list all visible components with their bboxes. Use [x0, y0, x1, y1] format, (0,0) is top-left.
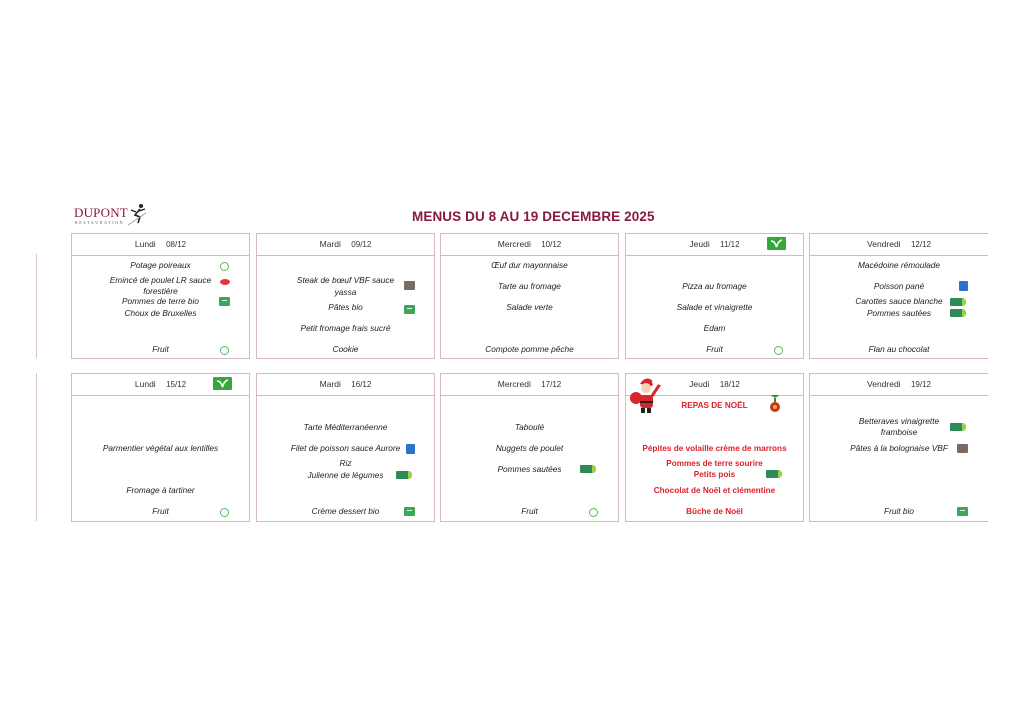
menu-item: Steak de bœuf VBF sauce: [296, 275, 395, 285]
menu-item: Crème dessert bio: [311, 506, 380, 516]
day-date: 15/12: [166, 380, 187, 389]
day-card-lundi-15-12: [71, 373, 250, 522]
menu-item: Edam: [703, 323, 726, 333]
menu-item: Poisson pané: [873, 281, 925, 291]
seasonal-icon: [220, 262, 229, 271]
day-card-jeudi-11-12: [625, 233, 804, 359]
christmas-ornament-icon: [769, 394, 781, 414]
menu-item: Bûche de Noël: [686, 507, 743, 516]
day-name: Mercredi: [497, 239, 531, 249]
day-header: [810, 234, 988, 256]
bio-icon: [404, 305, 415, 314]
day-name: Jeudi: [689, 239, 710, 249]
menu-item: Fruit: [152, 344, 169, 354]
menu-item: Nuggets de poulet: [495, 443, 564, 453]
menu-item: Macédoine rémoulade: [857, 260, 941, 270]
menu-item: Fruit: [521, 506, 538, 516]
day-name: Vendredi: [867, 239, 901, 249]
day-name: Mercredi: [497, 379, 531, 389]
menu-item: Pizza au fromage: [682, 281, 747, 291]
menu-item: Petit fromage frais sucré: [300, 323, 391, 333]
day-name: Lundi: [134, 239, 156, 249]
bio-icon: [404, 507, 415, 516]
day-date: 19/12: [910, 380, 931, 389]
day-name: Jeudi: [689, 379, 710, 389]
day-card-mercredi-17-12: [440, 373, 619, 522]
day-date: 18/12: [719, 380, 740, 389]
label-rouge-icon: [220, 279, 230, 285]
day-name: Lundi: [134, 379, 156, 389]
menu-item: Compote pomme pêche: [485, 344, 574, 354]
local-icon: [950, 309, 966, 317]
seasonal-icon: [774, 346, 783, 355]
day-header: [441, 374, 618, 396]
margin-rule: [36, 254, 37, 358]
day-card-vendredi-12-12: [809, 233, 988, 359]
day-card-mardi-16-12: [256, 373, 435, 522]
menu-item: Betteraves vinaigrette: [858, 416, 940, 426]
logo-text: DUPONT: [74, 205, 128, 220]
day-name: Vendredi: [867, 379, 901, 389]
day-card-vendredi-19-12: [809, 373, 988, 522]
msc-icon: [406, 444, 415, 454]
margin-rule: [36, 373, 37, 521]
day-date: 12/12: [910, 240, 931, 249]
menu-item: Flan au chocolat: [868, 344, 930, 354]
day-card-jeudi-18-12: [625, 373, 804, 522]
menu-item: Riz: [339, 458, 352, 468]
day-header: [257, 374, 434, 396]
menu-item: Pâtes bio: [328, 302, 363, 312]
menu-item: Fruit bio: [884, 506, 914, 516]
day-date: 17/12: [541, 380, 562, 389]
day-card-mardi-09-12: [256, 233, 435, 359]
day-date: 16/12: [351, 380, 372, 389]
seasonal-icon: [220, 346, 229, 355]
local-icon: [396, 471, 412, 479]
bio-icon: [219, 297, 230, 306]
menu-item: Parmentier végétal aux lentilles: [102, 443, 219, 453]
seasonal-icon: [589, 508, 598, 517]
menu-item: yassa: [334, 287, 357, 297]
menu-item: Pommes sautées: [497, 464, 562, 474]
vegetarian-icon: [767, 237, 786, 250]
day-name: Mardi: [319, 239, 341, 249]
menu-item: Tarte Méditerranéenne: [303, 422, 388, 432]
menu-item: Potage poireaux: [130, 260, 191, 270]
menu-item: Choux de Bruxelles: [124, 308, 197, 318]
logo-subtext: RESTAURATION: [75, 220, 125, 225]
menu-item: Tarte au fromage: [498, 281, 561, 291]
menu-item: Œuf dur mayonnaise: [491, 260, 568, 270]
day-header: [441, 234, 618, 256]
menu-item: Petits pois: [693, 470, 736, 479]
menu-item: Cookie: [332, 344, 359, 354]
menu-item: Pommes sautées: [866, 308, 932, 318]
menu-item: Fruit: [152, 506, 169, 516]
msc-icon: [959, 281, 968, 291]
menu-item: Salade verte: [506, 302, 553, 312]
day-card-lundi-08-12: [71, 233, 250, 359]
menu-item: Chocolat de Noël et clémentine: [653, 486, 776, 495]
menu-item: Pâtes à la bolognaise VBF: [850, 443, 948, 453]
menu-item: framboise: [880, 427, 918, 437]
menu-item: Julienne de légumes: [307, 470, 384, 480]
local-icon: [766, 470, 782, 478]
menu-item: Fruit: [706, 344, 723, 354]
day-date: 11/12: [720, 240, 740, 249]
dupont-logo: [74, 205, 148, 229]
menu-item: Pommes de terre bio: [121, 296, 199, 306]
day-date: 08/12: [166, 240, 187, 249]
menu-item: Carottes sauce blanche: [855, 296, 943, 306]
local-icon: [950, 298, 966, 306]
menu-item: forestière: [143, 286, 178, 296]
bio-icon: [957, 507, 968, 516]
menu-item: Fromage à tartiner: [126, 485, 195, 495]
day-header: [72, 234, 249, 256]
menu-item: Emincé de poulet LR sauce: [109, 275, 212, 285]
local-icon: [580, 465, 596, 473]
day-header: [257, 234, 434, 256]
day-date: 09/12: [351, 240, 372, 249]
vbf-icon: [957, 444, 968, 453]
vegetarian-icon: [213, 377, 232, 390]
christmas-meal-title: REPAS DE NOËL: [681, 401, 748, 410]
seasonal-icon: [220, 508, 229, 517]
menu-item: Taboulé: [514, 422, 545, 432]
day-card-mercredi-10-12: [440, 233, 619, 359]
page-title: MENUS DU 8 AU 19 DECEMBRE 2025: [412, 209, 655, 224]
menu-item: Pépites de volaille crème de marrons: [642, 444, 787, 453]
menu-item: Filet de poisson sauce Aurore: [290, 443, 401, 453]
menu-item: Pommes de terre sourire: [666, 459, 763, 468]
day-name: Mardi: [319, 379, 341, 389]
day-date: 10/12: [541, 240, 562, 249]
menu-item: Salade et vinaigrette: [676, 302, 753, 312]
running-figure-icon: [126, 203, 148, 227]
day-header: [810, 374, 988, 396]
